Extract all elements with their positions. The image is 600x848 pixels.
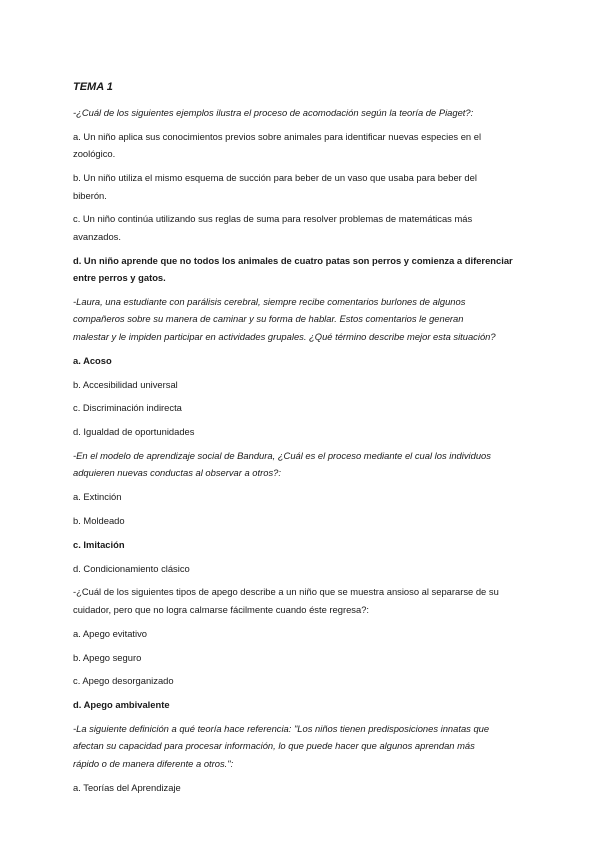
text-line: b. Un niño utiliza el mismo esquema de succión para beber de un vaso que usaba para beber del [73,172,477,184]
answer-option [73,649,553,667]
text-line: -La siguiente definición a qué teoría hace referencia: "Los niños tienen predisposiciones innatas que [73,722,490,734]
text-line: c. Imitación [73,538,125,550]
answer-option [73,625,553,643]
text-line: zoológico. [73,148,116,160]
text-line: -¿Cuál de los siguientes ejemplos ilustra el proceso de acomodación según la teoría de Piaget?: [73,107,474,118]
correct-answer-option [73,696,553,714]
text-line: -En el modelo de aprendizaje social de Bandura, ¿Cuál es el proceso mediante el cual los individuos [73,449,491,461]
correct-answer-option [73,352,553,370]
text-line: rápido o de manera diferente a otros.": [73,757,234,769]
answer-option [73,423,553,441]
text-line: d. Igualdad de oportunidades [73,426,195,438]
question-text [73,447,553,482]
document-page [73,79,553,803]
text-line: malestar y le impiden participar en actividades grupales. ¿Qué término describe mejor esta situación? [73,330,496,342]
text-line: b. Apego seguro [73,651,142,663]
text-line: a. Apego evitativo [73,627,148,639]
text-line: a. Un niño aplica sus conocimientos previos sobre animales para identificar nuevas especies en el [73,130,482,142]
text-line: a. Acoso [73,354,112,366]
text-line: a. Teorías del Aprendizaje [73,781,181,793]
correct-answer-option [73,536,553,554]
text-line: d. Condicionamiento clásico [73,562,190,574]
question-list [73,104,553,796]
text-line: -Laura, una estudiante con parálisis cerebral, siempre recibe comentarios burlones de algunos [73,295,466,307]
text-line: b. Moldeado [73,515,125,527]
question-text [73,720,553,773]
answer-option [73,512,553,530]
answer-option [73,169,553,204]
text-line: adquieren nuevas conductas al observar a otros?: [73,467,281,479]
answer-option [73,399,553,417]
text-line: -¿Cuál de los siguientes tipos de apego describe a un niño que se muestra ansioso al separarse de su [73,586,499,598]
correct-answer-option [73,252,553,287]
text-line: entre perros y gatos. [73,272,166,284]
answer-option [73,376,553,394]
question-text [73,293,553,346]
text-line: biberón. [73,189,107,201]
text-line: avanzados. [73,230,121,242]
answer-option [73,672,553,690]
answer-option [73,128,553,163]
answer-option [73,488,553,506]
text-line: cuidador, pero que no logra calmarse fácilmente cuando éste regresa?: [73,603,370,615]
text-line: c. Apego desorganizado [73,675,174,687]
text-line: c. Un niño continúa utilizando sus reglas de suma para resolver problemas de matemáticas más [73,213,473,225]
text-line: compañeros sobre su manera de caminar y su forma de hablar. Estos comentarios le generan [73,313,464,325]
question-text [73,104,553,122]
text-line: afectan su capacidad para procesar información, lo que puede hacer que algunos aprendan más [73,740,475,752]
text-line: a. Extinción [73,491,122,503]
text-line: b. Accesibilidad universal [73,378,178,390]
question-text [73,583,553,618]
answer-option [73,560,553,578]
answer-option [73,779,553,797]
text-line: c. Discriminación indirecta [73,402,182,414]
section-title: TEMA 1 [73,81,113,93]
answer-option [73,210,553,245]
text-line: d. Un niño aprende que no todos los animales de cuatro patas son perros y comienza a diferenciar [73,254,513,266]
text-line: d. Apego ambivalente [73,699,170,711]
